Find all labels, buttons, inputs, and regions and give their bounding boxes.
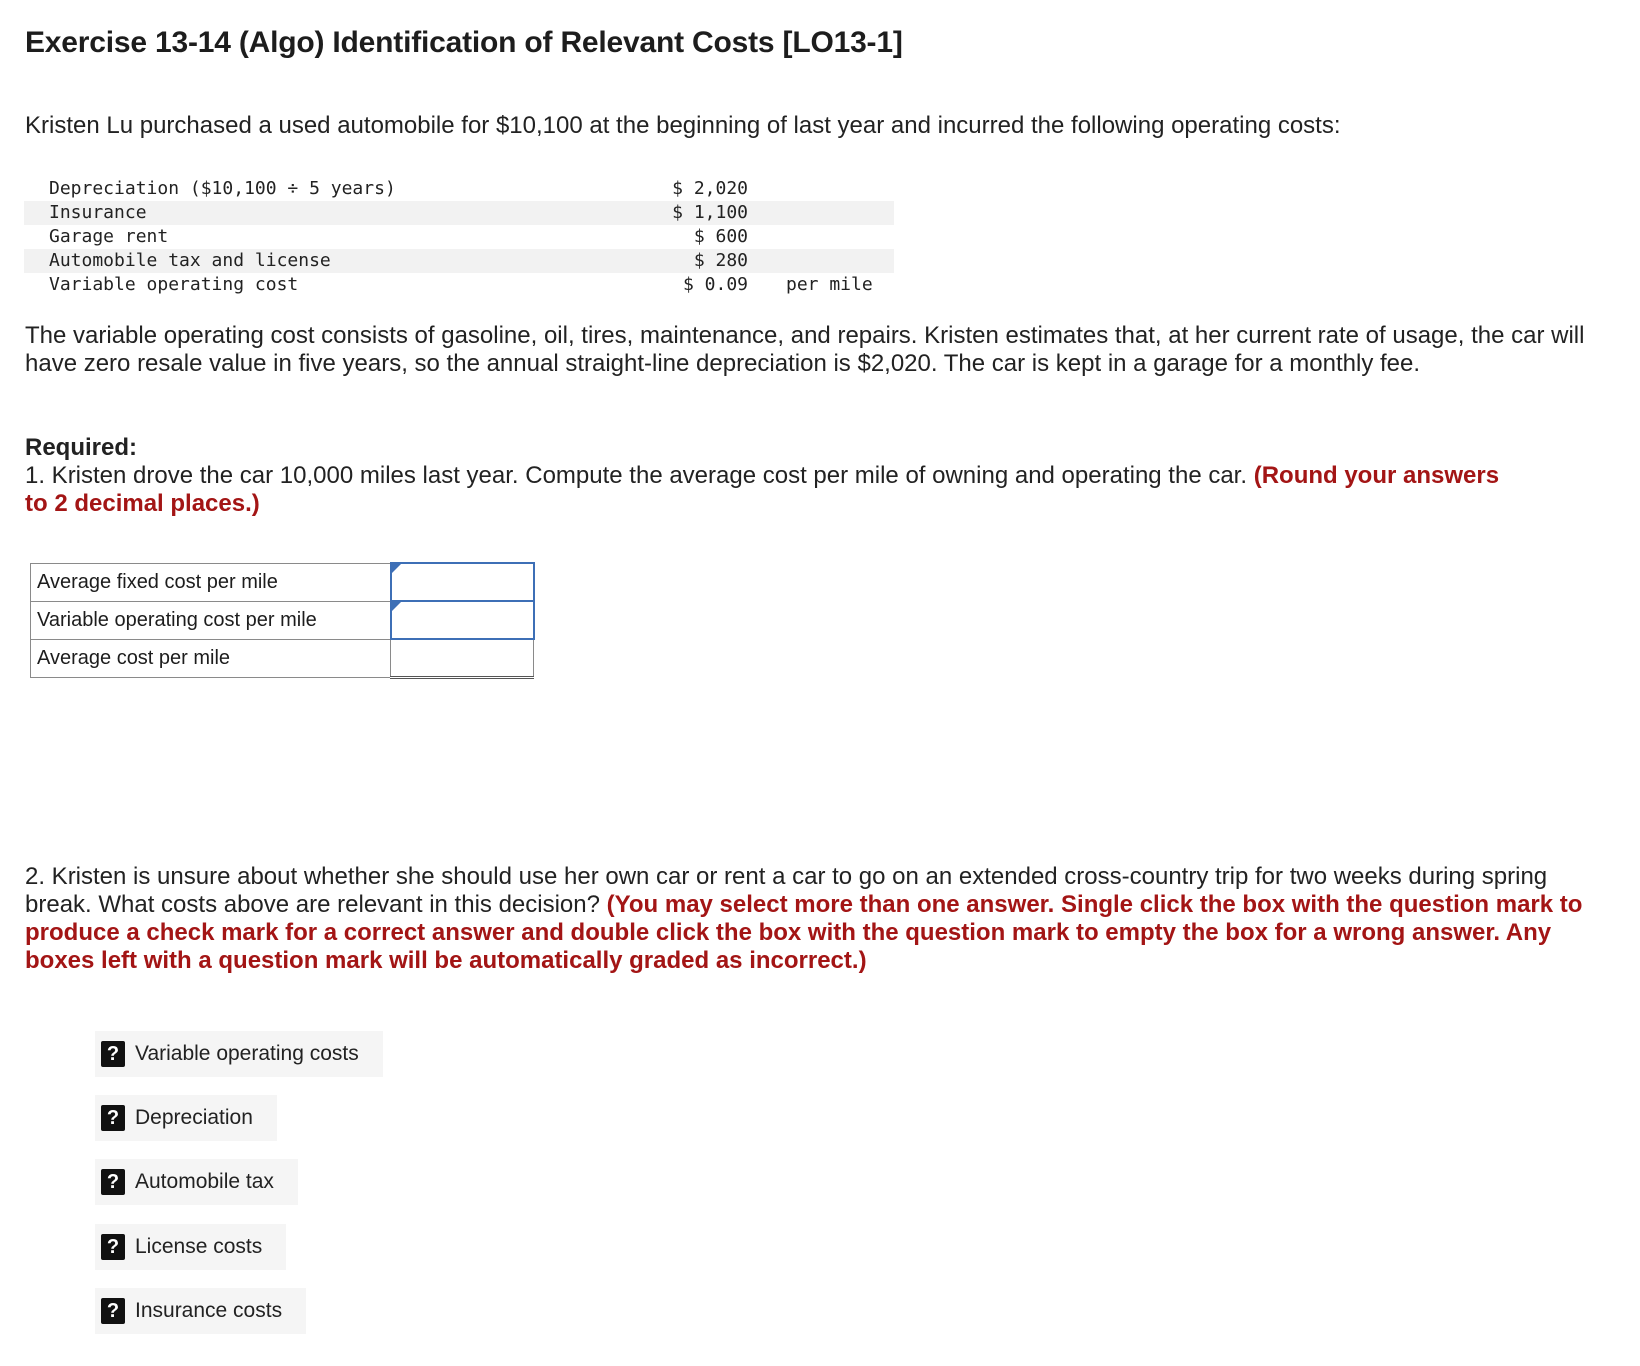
option-label: Insurance costs [135, 1299, 283, 1322]
cost-label: Automobile tax and license [49, 250, 331, 271]
cost-amount: $ 0.09 [682, 274, 748, 295]
required-heading: Required: [25, 434, 138, 461]
description-text: The variable operating cost consists of gasoline, oil, tires, maintenance, and repairs. Kristen estimates that, at her current rate of usage, the car will have zero resale value in five years, so the annual straight-line depreciation is $2,020. The car is kept in a garage for a monthly fee. [25, 322, 1585, 377]
cost-label: Variable operating cost [49, 274, 299, 295]
cost-row [24, 201, 894, 225]
question-mark-icon[interactable]: ? [101, 1105, 125, 1131]
question-mark-icon[interactable]: ? [101, 1169, 125, 1195]
cost-row [24, 249, 894, 273]
question-1-text: 1. Kristen drove the car 10,000 miles last year. Compute the average cost per mile of owning and operating the car. [25, 462, 1248, 489]
option-label: License costs [135, 1235, 263, 1258]
row-label: Variable operating cost per mile [31, 601, 391, 639]
question-mark-icon[interactable]: ? [101, 1298, 125, 1324]
page-title: Exercise 13-14 (Algo) Identification of Relevant Costs [LO13-1] [25, 26, 903, 59]
cost-amount: $ 280 [693, 250, 748, 271]
cost-label: Depreciation ($10,100 ÷ 5 years) [49, 178, 396, 199]
cost-row [24, 177, 894, 201]
table-row [31, 601, 534, 639]
question-mark-icon[interactable]: ? [101, 1234, 125, 1260]
table-row [31, 563, 534, 601]
cost-row [24, 273, 894, 297]
cost-label: Insurance [49, 202, 147, 223]
cost-row [24, 225, 894, 249]
variable-cost-per-mile-input[interactable] [391, 601, 534, 639]
question-1 [25, 462, 1505, 518]
cost-unit: per mile [786, 274, 873, 295]
option-variable-operating-costs[interactable] [95, 1031, 383, 1077]
average-fixed-cost-input[interactable] [391, 563, 534, 601]
table-row [31, 639, 534, 677]
option-label: Depreciation [135, 1106, 253, 1129]
cost-amount: $ 600 [693, 226, 748, 247]
row-label: Average fixed cost per mile [31, 563, 391, 601]
option-insurance-costs[interactable] [95, 1288, 306, 1334]
question-mark-icon[interactable]: ? [101, 1041, 125, 1067]
cost-amount: $ 2,020 [672, 178, 748, 199]
option-depreciation[interactable] [95, 1095, 277, 1141]
question-2 [25, 863, 1585, 975]
cost-amount: $ 1,100 [672, 202, 748, 223]
option-label: Variable operating costs [135, 1042, 359, 1065]
question-1-note: (Round your answers to 2 decimal places.) [25, 462, 1500, 517]
option-automobile-tax[interactable] [95, 1159, 298, 1205]
average-cost-per-mile-total [391, 639, 534, 677]
question-2-note: (You may select more than one answer. Single click the box with the question mark to produce a check mark for a correct answer and double click the box with the question mark to empty the box for a wrong answer. Any boxes left with a question mark will be automatically graded as incorrect.) [25, 891, 1583, 974]
row-label: Average cost per mile [31, 639, 391, 677]
operating-costs-table [24, 177, 894, 297]
option-label: Automobile tax [135, 1170, 274, 1193]
option-license-costs[interactable] [95, 1224, 286, 1270]
intro-text: Kristen Lu purchased a used automobile for $10,100 at the beginning of last year and incurred the following operating costs: [25, 112, 1341, 139]
cost-label: Garage rent [49, 226, 169, 247]
question-2-text: 2. Kristen is unsure about whether she should use her own car or rent a car to go on an extended cross-country trip for two weeks during spring break. What costs above are relevant in this decision? [25, 863, 1548, 918]
answer-table [30, 562, 535, 679]
